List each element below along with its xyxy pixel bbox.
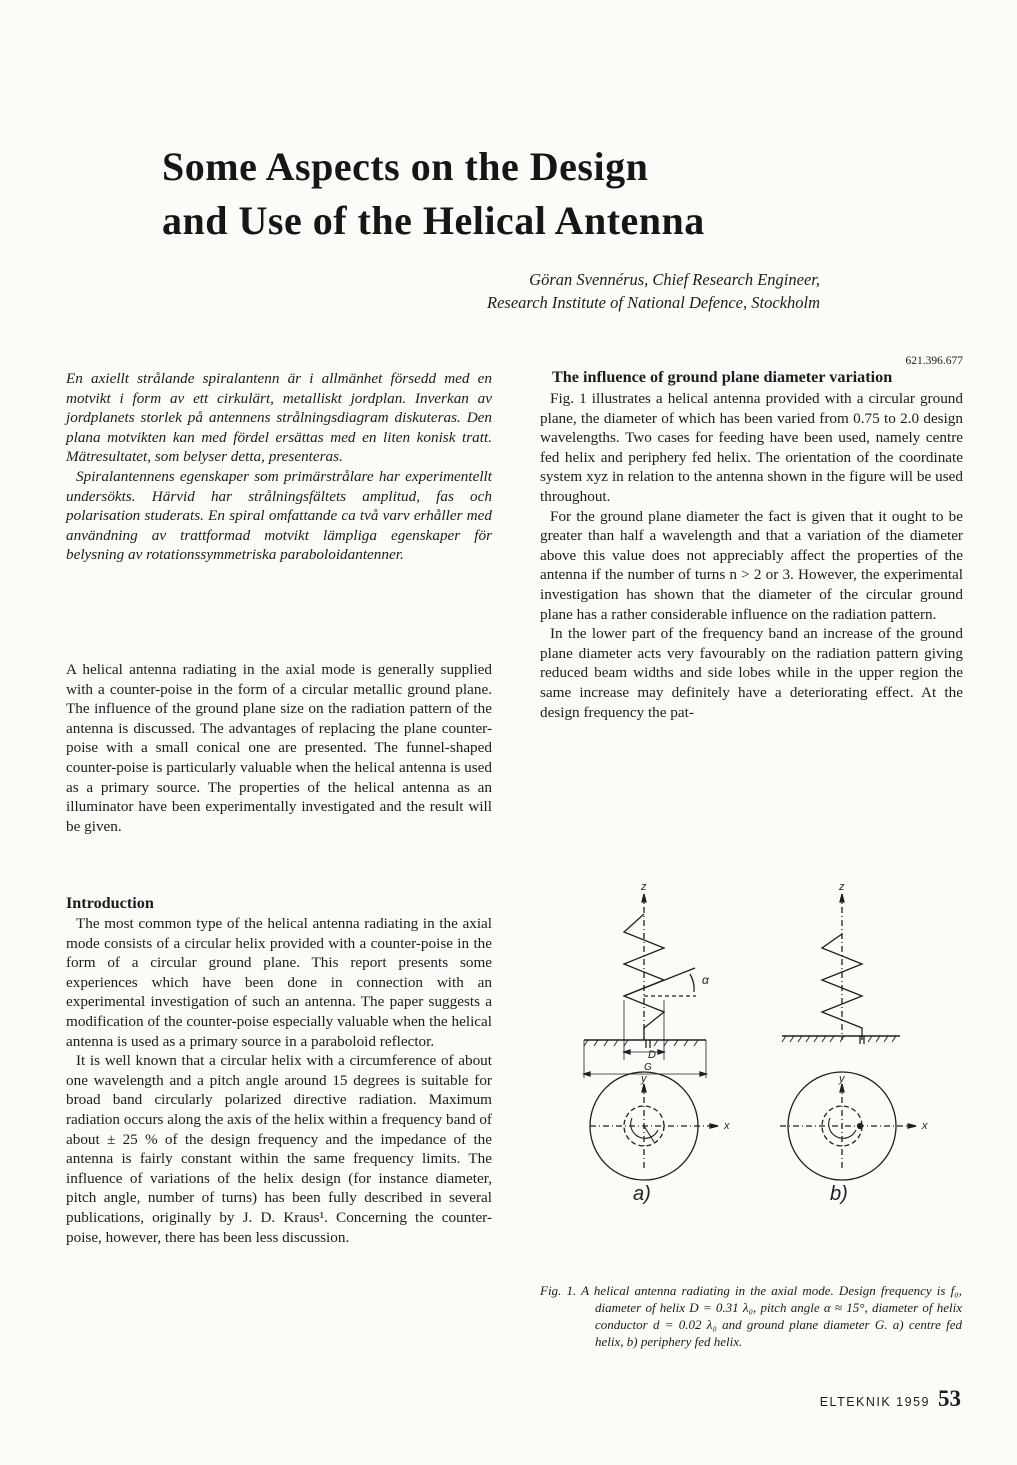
label-b: b) — [830, 1183, 848, 1205]
author-affiliation: Research Institute of National Defence, Stockholm — [487, 293, 820, 312]
swedish-abstract-p1: En axiellt strålande spiralantenn är i allmänhet försedd med en motvikt i form av ett cirkulärt, metalliskt jordplan. Inverkan av jordplanets storlek på antennens strålningsdiagram diskuteras. Den plana motvikten kan med fördel ersättas med en liten konisk tratt. Mätresultatet, som belyser detta, presenteras. — [66, 370, 492, 466]
label-alpha: α — [702, 973, 709, 987]
label-a: a) — [633, 1183, 651, 1205]
label-x-a: x — [724, 1120, 730, 1132]
title-line-2: and Use of the Helical Antenna — [162, 198, 705, 243]
right-column — [540, 354, 963, 722]
figure-caption-text: Fig. 1. A helical antenna radiating in the axial mode. Design frequency is f₀, diameter of helix D = 0.31 λ₀, pitch angle α ≈ 15°, diameter of helix conductor d = 0.02 λ₀ and ground plane diameter G. a) centre fed helix, b) periphery fed helix. — [540, 1283, 962, 1349]
author-name: Göran Svennérus, Chief Research Engineer, — [529, 270, 820, 289]
ground-plane-p2: For the ground plane diameter the fact is given that it ought to be greater than half a wavelength and that a variation of the diameter above this value does not appreciably affect the properties of the antenna if the number of turns n > 2 or 3. However, the experimental investigation has shown that the diameter of the circular ground plane has a rather considerable influence on the radiation pattern. — [540, 507, 963, 623]
english-summary — [66, 660, 492, 836]
introduction-section — [66, 894, 492, 1247]
ground-plane-p1: Fig. 1 illustrates a helical antenna provided with a circular ground plane, the diameter of which has been varied from 0.75 to 2.0 design wavelengths. Two cases for feeding have been used, namely centre fed helix and periphery fed helix. The orientation of the coordinate system xyz in relation to the antenna shown in the figure will be used throughout. — [540, 390, 963, 505]
label-z-a: z — [641, 881, 647, 893]
label-G: G — [644, 1062, 652, 1073]
ground-plane-p3: In the lower part of the frequency band an increase of the ground plane diameter acts very favourably on the radiation pattern giving reduced beam widths and side lobes while in the upper region the same increase may definitely have a deteriorating effect. At the design frequency the pat- — [540, 625, 963, 721]
label-x-b: x — [922, 1120, 928, 1132]
author-block — [300, 268, 820, 314]
label-y-b: y — [839, 1073, 845, 1085]
figure-b-side-view — [782, 881, 900, 1044]
label-y-a: y — [641, 1073, 647, 1085]
swedish-abstract — [66, 369, 492, 565]
journal-name: ELTEKNIK 1959 — [819, 1395, 930, 1409]
helical-antenna-figure — [560, 880, 960, 1210]
figure-b-top-view — [780, 1072, 928, 1180]
title-line-1: Some Aspects on the Design — [162, 144, 649, 189]
label-D: D — [648, 1049, 656, 1061]
label-z-b: z — [839, 881, 845, 893]
figure-caption — [540, 1282, 962, 1350]
swedish-abstract-p2: Spiralantennens egenskaper som primärstrålare har experimentellt undersökts. Härvid har strålningsfältets amplitud, fas och polarisation studerats. En spiral omfattande ca två varv erhåller med användning av trattformad motvikt lämpliga egenskaper för belysning av rotationssymmetriska paraboloidantenner. — [66, 467, 492, 564]
introduction-p2: It is well known that a circular helix with a circumference of about one wavelength and a pitch angle around 15 degrees is suitable for broad band circularly polarized directive radiation. Maximum radiation occurs along the axis of the helix within a frequency band of about ± 25 % of the design frequency and the impedance of the antenna is fairly constant within the same frequency limits. The influence of variations of the helix design (for instance diameter, pitch angle, number of turns) has been fully described in several publications, originally by J. D. Kraus¹. Concerning the counter-poise, however, there has been less discussion. — [66, 1052, 492, 1246]
introduction-p1: The most common type of the helical antenna radiating in the axial mode consists of a circular helix provided with a counter-poise in the form of a circular ground plane. This report presents some experiences which have been done in connection with an experimental investigation of such an antenna. The paper suggests a modification of the counter-poise especially valuable when the helical antenna is used as a primary source in a paraboloid reflector. — [66, 915, 492, 1050]
page-footer — [820, 1386, 961, 1412]
figure-a-top-view — [590, 1072, 730, 1180]
figure-a-side-view — [584, 881, 710, 1078]
udc-number: 621.396.677 — [905, 355, 963, 367]
page-number: 53 — [938, 1386, 961, 1411]
introduction-heading: Introduction — [66, 894, 154, 912]
article-title — [162, 140, 922, 248]
ground-plane-heading: The influence of ground plane diameter variation — [552, 368, 893, 386]
summary-text: A helical antenna radiating in the axial mode is generally supplied with a counter-poise in the form of a circular metallic ground plane. The influence of the ground plane size on the radiation pattern of the antenna is discussed. The advantages of replacing the plane counter-poise with a small conical one are presented. The funnel-shaped counter-poise is particularly valuable when the helical antenna is used as a primary source. The properties of the helical antenna as an illuminator have been experimentally investigated and the result will be given. — [66, 661, 492, 835]
